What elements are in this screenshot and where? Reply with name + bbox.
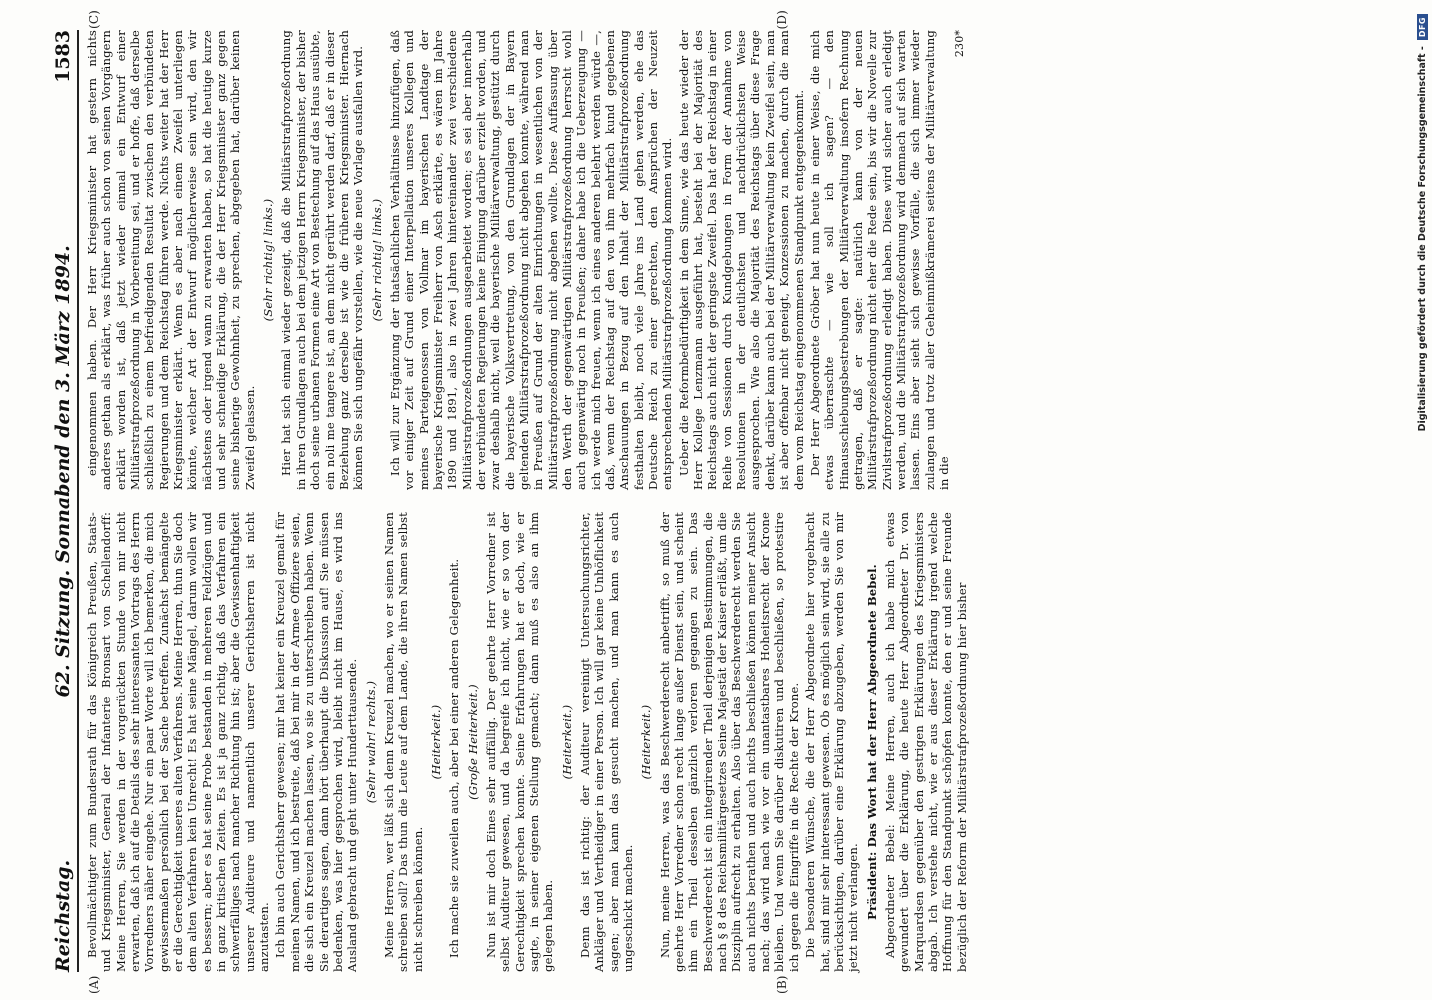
paragraph: Hier hat sich einmal wieder gezeigt, daß die Militärstrafprozeßordnung in ihren Grundlagen auch bei dem jetzigen Herrn Kriegsminister, der bisher doch seine urbanen Formen eine Art von Bestechung auf das Haus ausübte, ein noli me tangere ist, an dem nicht gerührt werden darf, daß er in dieser Beziehung ganz derselbe ist wie die früheren Kriegsminister. Hiernach können Sie sich ungefähr vorstellen, wie die neue Vorlage ausfallen wird. [279,30,366,490]
paragraph: Ich mache sie zuweilen auch, aber bei einer anderen Gelegenheit. [447,558,462,958]
paragraph: Bevollmächtigter zum Bundesrath für das Königreich Preußen, Staats- und Kriegsminister, General der Infanterie Bronsart von Schellendorff: Meine Herren, Sie werden in der vorgerückten Stunde von mir nicht erwarten, daß ich auf die Details des sehr interessanten Vortrags des Herrn Vorredners näher eingehe. Nur ein paar Worte will ich bemerken, die mich gewissermaßen persönlich bei der Sache betreffen. Zunächst bemängelte er die Gerechtigkeit unseres alten Verfahrens. Meine Herren, thun Sie doch dem alten Verfahren kein Unrecht! Es hat seine Mängel, darum wollen wir es bessern; aber es hat seine Probe bestanden in mehreren Feldzügen und in ganz kritischen Zeiten. Es ist ja ganz richtig, daß das Verfahren ein schwerfälliges nach mancher Richtung hin ist; aber die Gewissenhaftigkeit unserer Auditeure und namentlich unserer Gerichtsherren ist nicht anzutasten. [85,512,272,972]
left-column [85,512,971,994]
header-left: Reichstag. [52,859,74,972]
dfg-logo: DFG [1417,14,1428,40]
paragraph: Ich will zur Ergänzung der thatsächlichen Verhältnisse hinzufügen, daß vor einiger Zeit auf Grund einer Interpellation unseres Kollegen und meines Parteigenossen von Vollmar im bayerischen Landtage der bayerische Kriegsminister Freiherr von Asch erklärte, es wären im Jahre 1890 und 1891, also in zwei Jahren hintereinander zwei verschiedene Militärstrafprozeßordnungen ausgearbeitet worden; es sei aber innerhalb der verbündeten Regierungen keine Einigung darüber erzielt worden, und zwar deshalb nicht, weil die bayerische Militärverwaltung, gestützt durch die bayerische Volksvertretung, von den Grundlagen der in Bayern geltenden Militärstrafprozeßordnung nicht abgehen konnte, während man in Preußen auf Grund der alten Einrichtungen in wesentlichen von der Militärstrafprozeßordnung nicht abgehen wollte. Diese Auffassung über den Werth der gegenwärtigen Militärstrafprozeßordnung herrscht wohl auch gegenwärtig noch in Preußen; daher habe ich die Ueberzeugung — ich werde mich freuen, wenn ich eines anderen belehrt werden würde —, daß, wenn der Reichstag auf den von ihm mehrfach kund gegebenen Anschauungen in Bezug auf den Inhalt der Militärstrafprozeßordnung festhalten bleibt, noch viele Jahre ins Land gehen werden, ehe das Deutsche Reich zu einer gerechten, den Ansprüchen der Neuzeit entsprechenden Militärstrafprozeßordnung kommen wird. [387,30,675,490]
remark: (Heiterkeit.) [639,704,654,780]
paragraph: Der Herr Abgeordnete Gröber hat nun heute in einer Weise, die mich etwas überraschte — wie soll ich sagen? — den Hinausschiebungsbestrebungen der Militärverwaltung insofern Rechnung getragen, daß er sagte: natürlich kann von der neuen Militärstrafprozeßordnung nicht eher die Rede sein, bis wir die Novelle zur Zivilstrafprozeßordnung erledigt haben. Diese wird sicher auch erledigt werden, und die Militärstrafprozeßordnung wird demnach auf sich warten lassen. Eins aber sieht sich gewisse Vorfälle, die sich immer wieder zulangen und trotz aller Geheimnißkrämerei seitens der Militärverwaltung in die [807,30,951,490]
paragraph: Meine Herren, wer läßt sich denn Kreuzel machen, wo er seinen Namen schreiben soll? Das thun die Leute auf dem Lande, die ihren Namen selbst nicht schreiben können. [381,512,425,972]
paragraph: Ich bin auch Gerichtsherr gewesen; mir hat keiner ein Kreuzel gemalt für meinen Namen, und ich bestreite, daß bei mir in der Armee Offiziere seien, die sich ein Kreuzel machen lassen, wo sie zu unterschreiben haben. Wenn Sie derartiges sagen, dann hört überhaupt die Diskussion auf! Sie müssen bedenken, was hier gesprochen wird, bleibt nicht im Hause, es wird ins Ausland gebracht und geht unter Hunderttausende. [273,512,360,972]
signature-mark: 230* [953,30,967,58]
credit-text: Digitalisierung gefördert durch die Deutsche Forschungsgemeinschaft - [1416,46,1428,432]
remark: (Heiterkeit.) [559,704,574,780]
remark: (Heiterkeit.) [428,704,443,780]
paragraph: Abgeordneter Bebel: Meine Herren, auch ich habe mich etwas gewundert über die Erklärung, die heute Herr Abgeordneter Dr. von Marquardsen gegenüber den gestrigen Erklärungen des Kriegsministers abgab. Ich verstehe nicht, wie er aus dieser Erklärung irgend welche Hoffnung für den Standpunkt schöpfen konnte, den er und seine Freunde bezüglich der Reform der Militärstrafprozeßordnung hier bisher [882,512,969,972]
margin-mark-a: (A) [87,975,101,994]
credit-text-wrapper [1414,0,1430,1000]
paragraph: Ueber die Reformbedürftigkeit in dem Sinne, wie das heute wieder der Herr Kollege Lenzmann ausgeführt hat, besteht bei der Majorität des Reichstags auch nicht der geringste Zweifel. Das hat der Reichstag in einer Reihe von Sessionen durch Kundgebungen in Form der Annahme von Resolutionen in der deutlichsten und nachdrücklichsten Weise ausgesprochen. Wie also die Majorität des Reichstags über diese Frage denkt, darüber kann auch bei der Militärverwaltung kein Zweifel sein, man ist aber offenbar nicht geneigt, Konzessionen zu machen, durch die man dem vom Reichstag eingenommenen Standpunkt entgegenkommt. [676,30,806,490]
paragraph: Nun ist mir doch Eines sehr auffällig. Der geehrte Herr Vorredner ist selbst Auditeur gewesen, und da begreife ich nicht, wie er so von der Gerechtigkeit sprechen konnte. Seine Erfahrungen hat er doch, wie er sagte, in seiner eigenen Stellung gemacht; dann muß es also an ihm gelegen haben. [483,512,556,972]
right-column [85,10,971,490]
header-center: 62. Sitzung. Sonnabend den 3. März 1894. [52,245,74,698]
remark: (Große Heiterkeit.) [465,684,480,800]
remark: (Sehr richtig! links.) [261,198,276,322]
remark: (Sehr wahr! rechts.) [363,680,378,804]
digitization-credit [1414,0,1430,1000]
paragraph: Die besonderen Wünsche, die der Herr Abgeordnete hier vorgebracht hat, sind mir sehr interessant gewesen. Ob es möglich sein wird, sie alle zu berücksichtigen, darüber eine Erklärung abzugeben, werden Sie von mir jetzt nicht verlangen. [803,512,861,972]
text-columns [85,10,971,994]
paragraph: eingenommen haben. Der Herr Kriegsminister hat gestern nichts anderes gethan als erklärt, was früher auch schon von seinen Vorgängern erklärt worden ist, daß jetzt wieder einmal ein Entwurf einer Militärstrafprozeßordnung in Vorbereitung sei, und er hoffe, daß derselbe schließlich zu einem befriedigenden Resultat zwischen den verbündeten Regierungen und dem Reichstag führen werde. Nichts weiter hat der Herr Kriegsminister erklärt. Wenn es aber nach einem Zweifel unterliegen könnte, welcher Art der Entwurf möglicherweise sein wird, den wir nächstens oder irgend wann zu erwarten haben, so hat die heutige kurze und sehr schneidige Erklärung, die der Herr Kriegsminister ganz gegen seine bisherige Gewohnheit, zu sprechen, abgegeben hat, darüber keinen Zweifel gelassen. [85,30,257,490]
remark: (Sehr richtig! links.) [369,198,384,322]
margin-mark-b: (B) [775,975,789,994]
margin-mark-d: (D) [775,10,789,30]
margin-mark-c: (C) [87,10,101,29]
paragraph: Denn das ist richtig: der Auditeur vereinigt Untersuchungsrichter, Ankläger und Vertheidiger in einer Person. Ich will gar keine Unhöflichkeit sagen; aber man kann das gesucht machen, und man kann es auch ungeschickt machen. [578,512,636,972]
paragraph: Nun, meine Herren, was das Beschwerderecht anbetrifft, so muß der geehrte Herr Vorredner schon recht lange außer Dienst sein, und scheint ihm ein Theil desselben gänzlich verloren gegangen zu sein. Das Beschwerderecht ist ein integrirender Theil derjenigen Bestimmungen, die nach § 8 des Reichsmilitärgesetzes Seine Majestät der Kaiser erläßt, um die Disziplin aufrecht zu erhalten. Also über das Beschwerderecht werden Sie auch nichts berathen und auch nichts beschließen können meiner Ansicht nach; das wird nach wie vor ein unantastbares Hoheitsrecht der Krone bleiben. Und wenn Sie darüber diskutiren und beschließen, so protestire ich gegen die Eingriffe in die Rechte der Krone. [657,512,801,972]
page-number: 1583 [52,30,74,83]
president-line: Präsident: Das Wort hat der Herr Abgeordnete Bebel. [864,564,879,920]
page-header [52,30,79,972]
